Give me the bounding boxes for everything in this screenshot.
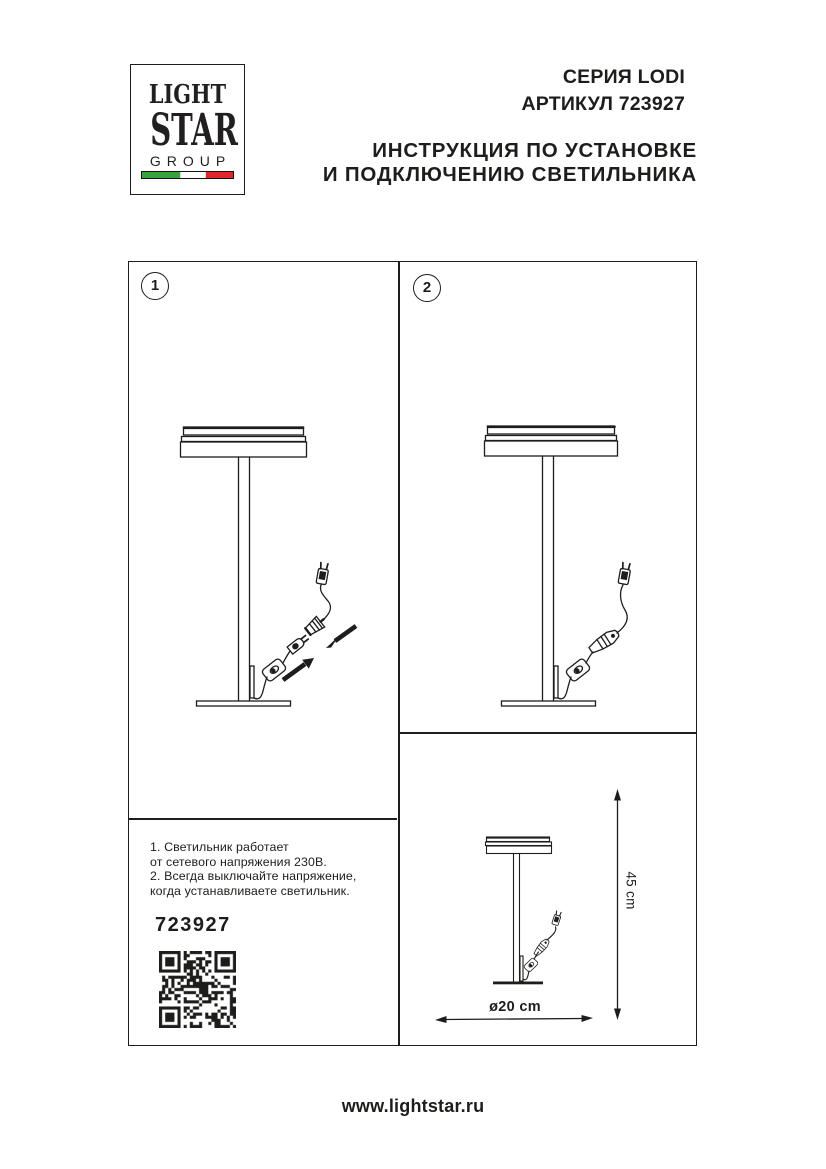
- note-line: 1. Светильник работает: [150, 840, 289, 854]
- note-line: когда устанавливаете светильник.: [150, 884, 350, 899]
- right-panel-divider: [399, 732, 696, 734]
- logo-word-star: STAR: [150, 105, 238, 156]
- instruction-title-line2: И ПОДКЛЮЧЕНИЮ СВЕТИЛЬНИКА: [322, 163, 697, 186]
- instruction-title-line1: ИНСТРУКЦИЯ ПО УСТАНОВКЕ: [372, 139, 697, 162]
- series-label: СЕРИЯ LODI: [562, 66, 685, 88]
- logo-word-group: GROUP: [149, 153, 232, 169]
- article-number: 723927: [155, 914, 231, 936]
- article-label: АРТИКУЛ 723927: [521, 93, 685, 115]
- website-url: www.lightstar.ru: [341, 1096, 485, 1116]
- step-2-badge: 2: [413, 274, 441, 302]
- lightstar-logo: [130, 64, 245, 195]
- safety-notes: [150, 840, 356, 899]
- height-dimension-arrow: [614, 789, 621, 1020]
- insert-arrow-up-right: [283, 658, 314, 680]
- lamp-diagram-step1: [181, 427, 357, 706]
- diameter-dimension-arrow: [435, 1015, 593, 1023]
- italian-flag-stripe: [141, 171, 234, 179]
- step-1-badge: 1: [141, 272, 169, 300]
- qr-code: [159, 951, 236, 1028]
- logo-word-light: LIGHT: [148, 80, 227, 110]
- header-text-block: [323, 64, 697, 187]
- diameter-dimension-label: ø20 cm: [489, 999, 541, 1015]
- height-dimension-label: 45 cm: [623, 871, 639, 910]
- note-line: от сетевого напряжения 230В.: [150, 854, 327, 869]
- lamp-diagram-dimensions: [435, 789, 621, 1023]
- flag-green-segment: [142, 172, 180, 178]
- flag-white-segment: [180, 172, 205, 178]
- lamp-diagram-step2: [485, 426, 632, 706]
- flag-red-segment: [206, 172, 233, 178]
- left-panel-divider: [129, 818, 397, 820]
- column-divider: [398, 262, 400, 1045]
- instruction-frame: [128, 261, 697, 1046]
- note-line: 2. Всегда выключайте напряжение,: [150, 869, 357, 884]
- insert-arrow-down-left: [326, 626, 356, 648]
